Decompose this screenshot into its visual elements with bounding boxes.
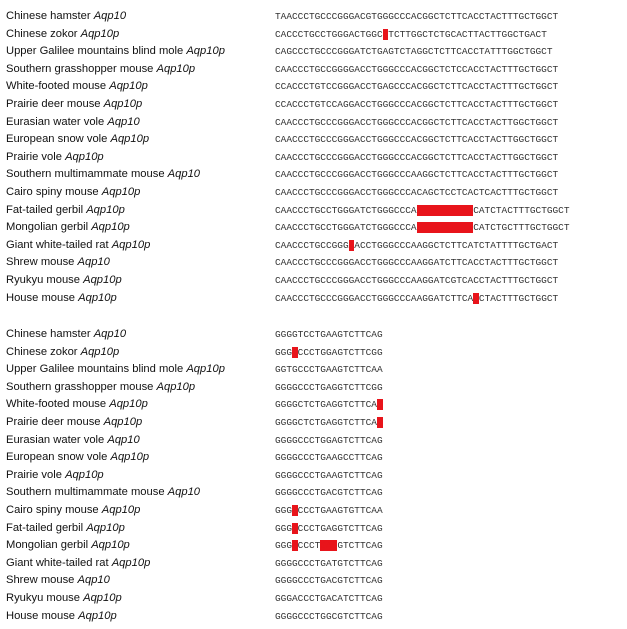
alignment-row (0, 590, 627, 608)
species-label (6, 555, 150, 573)
species-label (6, 449, 149, 467)
highlighted-mutation: G (292, 540, 298, 552)
alignment-row (0, 149, 627, 167)
gene-name: Aqp10p (156, 380, 196, 393)
species-label (6, 379, 195, 397)
gene-name: Aqp10p (65, 150, 104, 163)
sequence (275, 379, 383, 397)
gene-name: Aqp10p (103, 416, 143, 428)
alignment-row (0, 166, 627, 184)
sequence-segment: GGG (275, 346, 292, 358)
species-name: Fat-tailed gerbil (6, 203, 87, 216)
gene-name: Aqp10 (167, 168, 201, 181)
alignment-row (0, 254, 627, 272)
sequence (275, 432, 383, 450)
species-name: Cairo spiny mouse (6, 504, 102, 516)
species-name: Southern grasshopper mouse (6, 380, 157, 393)
sequence-segment: CCCTGAGGTCTTCAG (297, 522, 383, 534)
species-name: White-footed mouse (6, 398, 110, 411)
species-name: Eurasian water vole (6, 115, 108, 128)
sequence-segment: ACCTGGGCCCAAGGCTCTTCATCTATTTTGCTGACT (354, 239, 559, 251)
species-label (6, 254, 110, 272)
species-label (6, 131, 149, 149)
species-label (6, 26, 119, 44)
highlighted-mutation: G (376, 417, 383, 428)
gene-name: Aqp10p (111, 556, 151, 569)
gene-name: Aqp10p (156, 62, 196, 75)
highlighted-mutation: G (292, 522, 298, 534)
alignment-row (0, 237, 627, 255)
alignment-row (0, 131, 627, 149)
sequence-segment: GGGGCCCTGAAGCCTTCAG (275, 452, 383, 464)
alignment-row (0, 361, 627, 379)
species-name: Fat-tailed gerbil (6, 521, 87, 534)
gene-name: Aqp10 (77, 574, 110, 587)
sequence-segment: GGGGCCCTGGAGTCTTCAG (275, 434, 383, 446)
sequence-segment: TCTTGGCTCTGCACTTACTTGGCTGACT (388, 28, 547, 40)
sequence-segment: CAACCCTGCCTGGGATCTGGGCCCA (275, 222, 417, 234)
sequence-segment: GGGACCCTGACATCTTCAG (275, 593, 383, 604)
species-name: House mouse (6, 291, 79, 304)
sequence-segment: GGGGTCCTGAAGTCTTCAG (275, 329, 383, 340)
sequence-segment: GGG (275, 540, 292, 552)
species-label (6, 537, 130, 555)
alignment-row (0, 26, 627, 44)
gene-name: Aqp10p (86, 521, 125, 534)
species-name: White-footed mouse (6, 80, 110, 93)
sequence (275, 396, 383, 414)
sequence-segment: GGGGCCCTGATGTCTTCAG (275, 557, 383, 569)
species-label (6, 78, 148, 96)
highlighted-mutation: A (348, 239, 355, 251)
sequence (275, 361, 383, 379)
gene-name: Aqp10p (111, 238, 151, 251)
species-label (6, 219, 130, 237)
gene-name: Aqp10p (186, 363, 225, 376)
gene-name: Aqp10p (103, 98, 143, 110)
sequence-segment: GGTGCCCTGAAGTCTTCAA (275, 364, 383, 376)
species-label (6, 290, 117, 308)
sequence (275, 237, 558, 255)
gene-name: Aqp10p (78, 609, 117, 622)
highlighted-mutation: G (376, 399, 383, 411)
species-name: Cairo spiny mouse (6, 186, 102, 198)
sequence-segment: GGGGCCCTGGCGTCTTCAG (275, 610, 383, 622)
sequence-segment: CCACCCTGTCCAGGACCTGGGCCCACGGCTCTTCACCTACTTTGCTGGCT (275, 99, 559, 110)
gene-name: Aqp10 (93, 328, 127, 340)
sequence-segment: CAACCCTGCCGGGGACCTGGGCCCACGGCTCTCCACCTACTTTGCTGGCT (275, 63, 559, 75)
gene-name: Aqp10 (107, 115, 140, 128)
alignment-row (0, 114, 627, 132)
sequence-segment: GGGGCCCTGACGTCTTCAG (275, 575, 383, 587)
alignment-row (0, 184, 627, 202)
alignment-row (0, 290, 627, 308)
alignment-row (0, 344, 627, 362)
sequence-segment: TAACCCTGCCCGGGACGTGGGCCCACGGCTCTTCACCTACTTTGCTGGCT (275, 11, 559, 22)
gene-name: Aqp10p (80, 345, 120, 358)
species-label (6, 202, 125, 220)
species-label (6, 149, 104, 167)
highlighted-mutation: G (292, 505, 298, 516)
species-label (6, 414, 142, 432)
sequence (275, 149, 558, 167)
sequence-segment: CATCTGCTTTGCTGGCT (473, 222, 570, 234)
sequence (275, 202, 570, 220)
sequence-segment: CTACTTTGCTGGCT (478, 292, 559, 304)
sequence-segment: GGGGCTCTGAGGTCTTCA (275, 417, 377, 428)
sequence-segment: GGG (275, 505, 292, 516)
alignment-row (0, 8, 627, 26)
sequence-segment: CAACCCTGCCCGGGACCTGGGCCCAAGGATCTTCACCTACTTTGCTGGCT (275, 257, 559, 269)
sequence-segment: GGGGCTCTGAGGTCTTCA (275, 399, 377, 411)
sequence-segment: CAACCCTGCCCGGGACCTGGGCCCAAGGCTCTTCACCTACTTTGCTGGCT (275, 169, 559, 181)
sequence-segment: GGGGCCCTGACGTCTTCAG (275, 487, 383, 499)
sequence-segment: CAACCCTGCCTGGGATCTGGGCCCA (275, 204, 417, 216)
gene-name: Aqp10p (110, 133, 150, 146)
sequence-segment: CATCTACTTTGCTGGCT (473, 204, 570, 216)
species-label (6, 8, 126, 26)
gene-name: Aqp10 (107, 433, 140, 446)
sequence-segment: GGGGCCCTGAAGTCTTCAG (275, 469, 383, 481)
gene-name: Aqp10p (86, 203, 125, 216)
sequence-segment: CAACCCTGCCCGGGACCTGGGCCCACGGCTCTTCACCTACTTGGCTGGCT (275, 116, 559, 128)
sequence-segment: CCCTGAAGTGTTCAA (297, 505, 383, 516)
alignment-row (0, 555, 627, 573)
alignment-row (0, 61, 627, 79)
alignment-row (0, 572, 627, 590)
highlighted-mutation: G (292, 346, 298, 358)
gene-name: Aqp10 (77, 256, 110, 269)
alignment-row (0, 432, 627, 450)
highlighted-mutation: ---------- (416, 222, 474, 234)
species-label (6, 43, 225, 61)
species-name: Southern multimammate mouse (6, 168, 168, 181)
gene-name: Aqp10p (101, 186, 141, 198)
species-name: Ryukyu mouse (6, 274, 84, 286)
species-label (6, 520, 125, 538)
sequence (275, 484, 383, 502)
species-name: Upper Galilee mountains blind mole (6, 45, 187, 58)
alignment-row (0, 467, 627, 485)
species-name: Prairie vole (6, 150, 66, 163)
sequence (275, 43, 553, 61)
sequence (275, 96, 558, 114)
gene-name: Aqp10p (186, 45, 225, 58)
gene-name: Aqp10p (109, 80, 148, 93)
sequence-segment: CAACCCTGCCCGGGACCTGGGCCCAAGGATCGTCACCTACTTTGCTGGCT (275, 275, 559, 286)
species-label (6, 361, 225, 379)
highlighted-mutation: ---------- (416, 204, 474, 216)
highlighted-mutation: C (382, 28, 389, 40)
sequence-segment: CAACCCTGCCCGGGACCTGGGCCCACAGCTCCTCACTCACTTTGCTGGCT (275, 187, 559, 198)
sequence (275, 502, 383, 520)
sequence-segment: CCCT (297, 540, 321, 552)
gene-name: Aqp10p (110, 451, 150, 464)
gene-name: Aqp10p (83, 592, 122, 604)
sequence (275, 61, 558, 79)
sequence (275, 114, 558, 132)
gene-name: Aqp10p (78, 291, 117, 304)
sequence-segment: CCACCCTGTCCGGGACCTGAGCCCACGGCTCTTCACCTACTTTGCTGGCT (275, 81, 559, 93)
alignment-row (0, 272, 627, 290)
species-name: Giant white-tailed rat (6, 238, 112, 251)
sequence (275, 78, 558, 96)
sequence-segment: CACCCTGCCTGGGACTGGC (275, 28, 383, 40)
sequence (275, 537, 383, 555)
sequence (275, 449, 383, 467)
sequence (275, 254, 558, 272)
sequence (275, 344, 383, 362)
sequence (275, 467, 383, 485)
sequence (275, 166, 558, 184)
species-name: Chinese hamster (6, 328, 94, 340)
alignment-row (0, 202, 627, 220)
sequence-segment: CCCTGGAGTCTTCGG (297, 346, 383, 358)
alignment-row (0, 608, 627, 626)
species-label (6, 484, 200, 502)
alignment-row (0, 396, 627, 414)
alignment-row (0, 219, 627, 237)
sequence (275, 520, 383, 538)
species-label (6, 61, 195, 79)
species-label (6, 572, 110, 590)
species-label (6, 590, 122, 608)
species-label (6, 344, 119, 362)
sequence-segment: CAACCCTGCCCGGGACCTGGGCCCACGGCTCTTCACCTACTTGGCTGGCT (275, 151, 559, 163)
alignment-row (0, 96, 627, 114)
species-label (6, 96, 142, 114)
sequence (275, 555, 383, 573)
alignment-row (0, 520, 627, 538)
sequence (275, 290, 558, 308)
species-label (6, 467, 104, 485)
gene-name: Aqp10 (93, 10, 127, 22)
highlighted-mutation: C (473, 292, 479, 304)
species-name: Prairie deer mouse (6, 98, 104, 110)
alignment-row (0, 502, 627, 520)
sequence-segment: CAACCCTGCCGGG (275, 239, 349, 251)
alignment-row (0, 537, 627, 555)
species-label (6, 166, 200, 184)
species-label (6, 396, 148, 414)
sequence-segment: CAACCCTGCCCGGGACCTGGGCCCACGGCTCTTCACCTACTTGGCTGGCT (275, 134, 559, 146)
sequence-segment: GGG (275, 522, 292, 534)
species-label (6, 184, 140, 202)
species-name: Shrew mouse (6, 574, 78, 587)
species-name: Prairie deer mouse (6, 416, 104, 428)
species-name: European snow vole (6, 133, 111, 146)
species-name: Chinese zokor (6, 345, 81, 358)
sequence (275, 590, 383, 608)
sequence (275, 8, 558, 26)
sequence (275, 608, 383, 626)
species-name: Mongolian gerbil (6, 221, 92, 234)
alignment-row (0, 414, 627, 432)
gene-name: Aqp10p (91, 221, 130, 234)
species-label (6, 237, 150, 255)
species-label (6, 272, 122, 290)
alignment-row (0, 326, 627, 344)
alignment-row (0, 484, 627, 502)
alignment-row (0, 449, 627, 467)
species-name: Southern multimammate mouse (6, 486, 168, 499)
gene-name: Aqp10p (83, 274, 122, 286)
species-name: Shrew mouse (6, 256, 78, 269)
sequence-segment: CAGCCCTGCCCGGGATCTGAGTCTAGGCTCTTCACCTATTTGGCTGGCT (275, 46, 553, 58)
species-label (6, 502, 140, 520)
species-name: Ryukyu mouse (6, 592, 84, 604)
sequence (275, 131, 558, 149)
sequence-segment: GTCTTCAG (337, 540, 383, 552)
alignment-row (0, 379, 627, 397)
species-label (6, 432, 140, 450)
alignment-row (0, 43, 627, 61)
sequence (275, 184, 558, 202)
gene-name: Aqp10p (80, 27, 120, 40)
sequence-segment: GGGGCCCTGAGGTCTTCGG (275, 381, 383, 393)
species-name: Chinese hamster (6, 10, 94, 22)
gene-name: Aqp10p (109, 398, 148, 411)
species-name: Giant white-tailed rat (6, 556, 112, 569)
gene-name: Aqp10p (65, 468, 104, 481)
species-name: Mongolian gerbil (6, 539, 92, 552)
sequence-segment: CAACCCTGCCCGGGACCTGGGCCCAAGGATCTTCA (275, 292, 474, 304)
species-name: Chinese zokor (6, 27, 81, 40)
gene-name: Aqp10p (101, 504, 141, 516)
species-label (6, 326, 126, 344)
species-name: House mouse (6, 609, 79, 622)
sequence (275, 414, 383, 432)
species-label (6, 608, 117, 626)
gene-name: Aqp10p (91, 539, 130, 552)
sequence (275, 219, 570, 237)
species-name: Southern grasshopper mouse (6, 62, 157, 75)
sequence (275, 326, 383, 344)
sequence (275, 572, 383, 590)
species-name: European snow vole (6, 451, 111, 464)
alignment-row (0, 78, 627, 96)
species-name: Upper Galilee mountains blind mole (6, 363, 187, 376)
species-name: Prairie vole (6, 468, 66, 481)
highlighted-mutation: GAG (320, 540, 338, 552)
sequence (275, 26, 547, 44)
sequence (275, 272, 558, 290)
species-name: Eurasian water vole (6, 433, 108, 446)
species-label (6, 114, 140, 132)
gene-name: Aqp10 (167, 486, 201, 499)
